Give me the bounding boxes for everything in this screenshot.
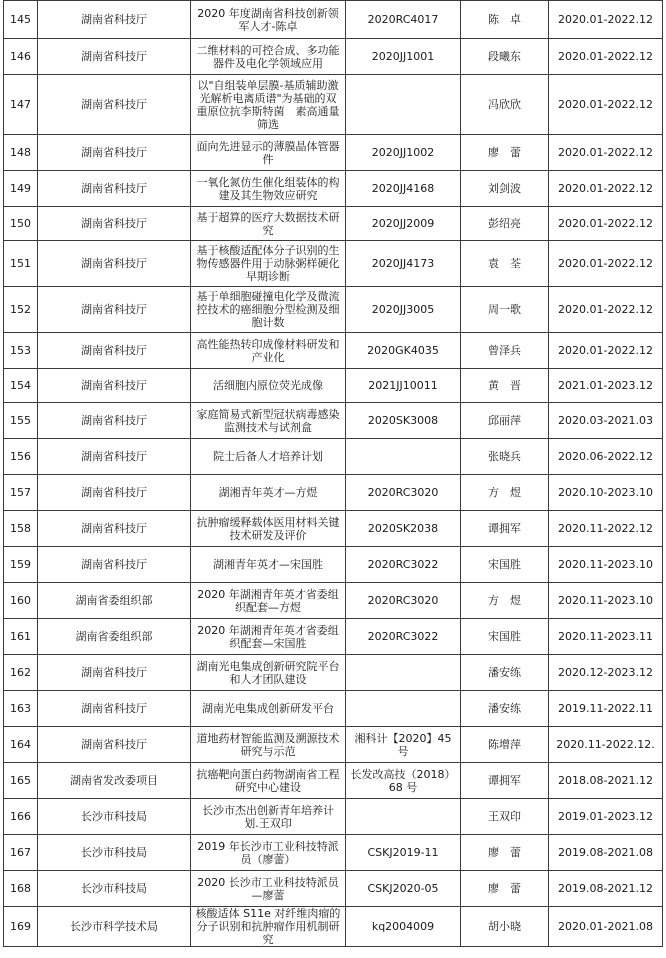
person-in-charge-cell: 宋国胜	[461, 619, 549, 655]
person-in-charge-cell: 胡小晓	[461, 907, 549, 947]
row-number-cell: 157	[4, 475, 38, 511]
project-table	[3, 0, 663, 947]
table-row	[4, 287, 663, 333]
row-number-cell: 154	[4, 369, 38, 403]
table-row	[4, 171, 663, 207]
person-in-charge-cell: 方 煜	[461, 475, 549, 511]
organization-cell: 长沙市科技局	[38, 835, 191, 871]
organization-cell: 长沙市科学技术局	[38, 907, 191, 947]
project-code-cell: 2020RC3022	[346, 547, 461, 583]
period-cell: 2020.01-2022.12	[549, 287, 663, 333]
project-code-cell: 2020JJ1001	[346, 39, 461, 75]
project-name-cell: 2020 长沙市工业科技特派员—廖蕾	[191, 871, 346, 907]
table-row	[4, 655, 663, 691]
project-name-cell: 核酸适体 S11e 对纤维肉瘤的分子识别和抗肿瘤作用机制研究	[191, 907, 346, 947]
period-cell: 2020.01-2021.08	[549, 907, 663, 947]
project-code-cell: 2020JJ1002	[346, 135, 461, 171]
table-row	[4, 1, 663, 39]
project-name-cell: 家庭简易式新型冠状病毒感染监测技术与试剂盒	[191, 403, 346, 439]
project-name-cell: 道地药材智能监测及溯源技术研究与示范	[191, 727, 346, 763]
project-code-cell: 2020RC3022	[346, 619, 461, 655]
table-row	[4, 39, 663, 75]
table-row	[4, 75, 663, 135]
table-row	[4, 369, 663, 403]
table-row	[4, 907, 663, 947]
organization-cell: 长沙市科技局	[38, 871, 191, 907]
row-number-cell: 165	[4, 763, 38, 799]
project-code-cell: 2020SK2038	[346, 511, 461, 547]
person-in-charge-cell: 张晓兵	[461, 439, 549, 475]
person-in-charge-cell: 潘安练	[461, 655, 549, 691]
project-code-cell: 湘科计【2020】45 号	[346, 727, 461, 763]
project-code-cell: 2020RC4017	[346, 1, 461, 39]
project-name-cell: 院士后备人才培养计划	[191, 439, 346, 475]
person-in-charge-cell: 潘安练	[461, 691, 549, 727]
project-code-cell	[346, 799, 461, 835]
organization-cell: 湖南省科技厅	[38, 655, 191, 691]
row-number-cell: 155	[4, 403, 38, 439]
table-row	[4, 475, 663, 511]
table-row	[4, 135, 663, 171]
period-cell: 2020.01-2022.12	[549, 207, 663, 241]
organization-cell: 湖南省科技厅	[38, 511, 191, 547]
organization-cell: 湖南省科技厅	[38, 1, 191, 39]
period-cell: 2020.11-2022.12.	[549, 727, 663, 763]
project-code-cell: 2021JJ10011	[346, 369, 461, 403]
organization-cell: 湖南省科技厅	[38, 727, 191, 763]
project-name-cell: 2020 年湖湘青年英才省委组织配套—宋国胜	[191, 619, 346, 655]
project-code-cell: 2020RC3020	[346, 583, 461, 619]
organization-cell: 湖南省科技厅	[38, 439, 191, 475]
table-row	[4, 547, 663, 583]
organization-cell: 湖南省科技厅	[38, 691, 191, 727]
table-row	[4, 241, 663, 287]
project-code-cell: 2020JJ4168	[346, 171, 461, 207]
organization-cell: 湖南省科技厅	[38, 333, 191, 369]
row-number-cell: 158	[4, 511, 38, 547]
period-cell: 2020.11-2022.12	[549, 511, 663, 547]
project-code-cell	[346, 439, 461, 475]
project-code-cell: 2020JJ3005	[346, 287, 461, 333]
person-in-charge-cell: 廖 蕾	[461, 135, 549, 171]
organization-cell: 湖南省科技厅	[38, 241, 191, 287]
period-cell: 2020.01-2022.12	[549, 135, 663, 171]
project-name-cell: 湖湘青年英才—宋国胜	[191, 547, 346, 583]
project-name-cell: 湖湘青年英才—方煜	[191, 475, 346, 511]
person-in-charge-cell: 宋国胜	[461, 547, 549, 583]
period-cell: 2020.03-2021.03	[549, 403, 663, 439]
organization-cell: 长沙市科技局	[38, 799, 191, 835]
project-name-cell: 基于单细胞碰撞电化学及微流控技术的癌细胞分型检测及细胞计数	[191, 287, 346, 333]
project-name-cell: 基于核酸适配体分子识别的生物传感器件用于动脉粥样硬化早期诊断	[191, 241, 346, 287]
person-in-charge-cell: 谭拥军	[461, 511, 549, 547]
project-name-cell: 2019 年长沙市工业科技特派员（廖蕾）	[191, 835, 346, 871]
project-name-cell: 活细胞内原位荧光成像	[191, 369, 346, 403]
period-cell: 2020.01-2022.12	[549, 171, 663, 207]
project-name-cell: 二维材料的可控合成、多功能器件及电化学领域应用	[191, 39, 346, 75]
period-cell: 2019.01-2023.12	[549, 799, 663, 835]
project-name-cell: 2020 年度湖南省科技创新领军人才-陈卓	[191, 1, 346, 39]
person-in-charge-cell: 谭拥军	[461, 763, 549, 799]
project-code-cell: CSKJ2019-11	[346, 835, 461, 871]
person-in-charge-cell: 陈 卓	[461, 1, 549, 39]
row-number-cell: 162	[4, 655, 38, 691]
person-in-charge-cell: 曾泽兵	[461, 333, 549, 369]
organization-cell: 湖南省发改委项目	[38, 763, 191, 799]
period-cell: 2020.01-2022.12	[549, 39, 663, 75]
period-cell: 2020.01-2022.12	[549, 75, 663, 135]
organization-cell: 湖南省科技厅	[38, 75, 191, 135]
period-cell: 2020.06-2022.12	[549, 439, 663, 475]
project-name-cell: 面向先进显示的薄膜晶体管器件	[191, 135, 346, 171]
row-number-cell: 153	[4, 333, 38, 369]
person-in-charge-cell: 廖 蕾	[461, 835, 549, 871]
organization-cell: 湖南省委组织部	[38, 619, 191, 655]
project-name-cell: 2020 年湖湘青年英才省委组织配套—方煜	[191, 583, 346, 619]
project-name-cell: 一氧化氮仿生催化组装体的构建及其生物效应研究	[191, 171, 346, 207]
period-cell: 2020.01-2022.12	[549, 1, 663, 39]
project-name-cell: 抗肿瘤缓释载体医用材料关键技术研发及评价	[191, 511, 346, 547]
period-cell: 2020.01-2022.12	[549, 241, 663, 287]
period-cell: 2021.01-2023.12	[549, 369, 663, 403]
row-number-cell: 161	[4, 619, 38, 655]
period-cell: 2020.12-2023.12	[549, 655, 663, 691]
table-row	[4, 583, 663, 619]
organization-cell: 湖南省科技厅	[38, 171, 191, 207]
project-name-cell: 抗癌靶向蛋白药物湖南省工程研究中心建设	[191, 763, 346, 799]
table-row	[4, 799, 663, 835]
organization-cell: 湖南省科技厅	[38, 287, 191, 333]
project-code-cell	[346, 655, 461, 691]
project-code-cell: 2020JJ2009	[346, 207, 461, 241]
organization-cell: 湖南省科技厅	[38, 475, 191, 511]
person-in-charge-cell: 陈增萍	[461, 727, 549, 763]
table-row	[4, 511, 663, 547]
person-in-charge-cell: 冯欣欣	[461, 75, 549, 135]
period-cell: 2020.11-2023.11	[549, 619, 663, 655]
row-number-cell: 148	[4, 135, 38, 171]
project-code-cell: 2020JJ4173	[346, 241, 461, 287]
table-row	[4, 763, 663, 799]
project-name-cell: 基于超算的医疗大数据技术研究	[191, 207, 346, 241]
row-number-cell: 167	[4, 835, 38, 871]
person-in-charge-cell: 王双印	[461, 799, 549, 835]
project-code-cell	[346, 75, 461, 135]
table-row	[4, 403, 663, 439]
person-in-charge-cell: 彭绍亮	[461, 207, 549, 241]
row-number-cell: 151	[4, 241, 38, 287]
table-row	[4, 207, 663, 241]
period-cell: 2019.08-2021.08	[549, 835, 663, 871]
row-number-cell: 152	[4, 287, 38, 333]
row-number-cell: 164	[4, 727, 38, 763]
project-table-body	[4, 1, 663, 947]
project-code-cell: kq2004009	[346, 907, 461, 947]
person-in-charge-cell: 廖 蕾	[461, 871, 549, 907]
project-name-cell: 长沙市杰出创新青年培养计划.王双印	[191, 799, 346, 835]
row-number-cell: 160	[4, 583, 38, 619]
row-number-cell: 169	[4, 907, 38, 947]
table-row	[4, 439, 663, 475]
person-in-charge-cell: 刘剑波	[461, 171, 549, 207]
organization-cell: 湖南省委组织部	[38, 583, 191, 619]
project-name-cell: 湖南光电集成创新研究院平台和人才团队建设	[191, 655, 346, 691]
row-number-cell: 156	[4, 439, 38, 475]
table-row	[4, 333, 663, 369]
person-in-charge-cell: 周一歌	[461, 287, 549, 333]
project-code-cell: CSKJ2020-05	[346, 871, 461, 907]
organization-cell: 湖南省科技厅	[38, 403, 191, 439]
person-in-charge-cell: 邱丽萍	[461, 403, 549, 439]
project-code-cell	[346, 691, 461, 727]
project-code-cell: 2020GK4035	[346, 333, 461, 369]
project-code-cell: 2020RC3020	[346, 475, 461, 511]
row-number-cell: 150	[4, 207, 38, 241]
period-cell: 2019.11-2022.11	[549, 691, 663, 727]
organization-cell: 湖南省科技厅	[38, 547, 191, 583]
project-name-cell: 高性能热转印成像材料研发和产业化	[191, 333, 346, 369]
project-name-cell: 以"自组装单层膜-基质辅助激光解析电离质谱"为基础的双重原位抗李斯特菌 素高通量筛选	[191, 75, 346, 135]
row-number-cell: 168	[4, 871, 38, 907]
organization-cell: 湖南省科技厅	[38, 369, 191, 403]
table-row	[4, 727, 663, 763]
table-row	[4, 619, 663, 655]
project-code-cell: 2020SK3008	[346, 403, 461, 439]
organization-cell: 湖南省科技厅	[38, 135, 191, 171]
project-code-cell: 长发改高技（2018）68 号	[346, 763, 461, 799]
period-cell: 2020.01-2022.12	[549, 333, 663, 369]
person-in-charge-cell: 方 煜	[461, 583, 549, 619]
table-row	[4, 871, 663, 907]
period-cell: 2020.10-2023.10	[549, 475, 663, 511]
person-in-charge-cell: 段曦东	[461, 39, 549, 75]
person-in-charge-cell: 黄 晋	[461, 369, 549, 403]
period-cell: 2020.11-2023.10	[549, 583, 663, 619]
row-number-cell: 163	[4, 691, 38, 727]
organization-cell: 湖南省科技厅	[38, 39, 191, 75]
row-number-cell: 147	[4, 75, 38, 135]
row-number-cell: 145	[4, 1, 38, 39]
period-cell: 2018.08-2021.12	[549, 763, 663, 799]
table-row	[4, 691, 663, 727]
person-in-charge-cell: 袁 荃	[461, 241, 549, 287]
row-number-cell: 146	[4, 39, 38, 75]
row-number-cell: 166	[4, 799, 38, 835]
organization-cell: 湖南省科技厅	[38, 207, 191, 241]
row-number-cell: 149	[4, 171, 38, 207]
project-name-cell: 湖南光电集成创新研发平台	[191, 691, 346, 727]
period-cell: 2019.08-2021.12	[549, 871, 663, 907]
table-row	[4, 835, 663, 871]
period-cell: 2020.11-2023.10	[549, 547, 663, 583]
row-number-cell: 159	[4, 547, 38, 583]
